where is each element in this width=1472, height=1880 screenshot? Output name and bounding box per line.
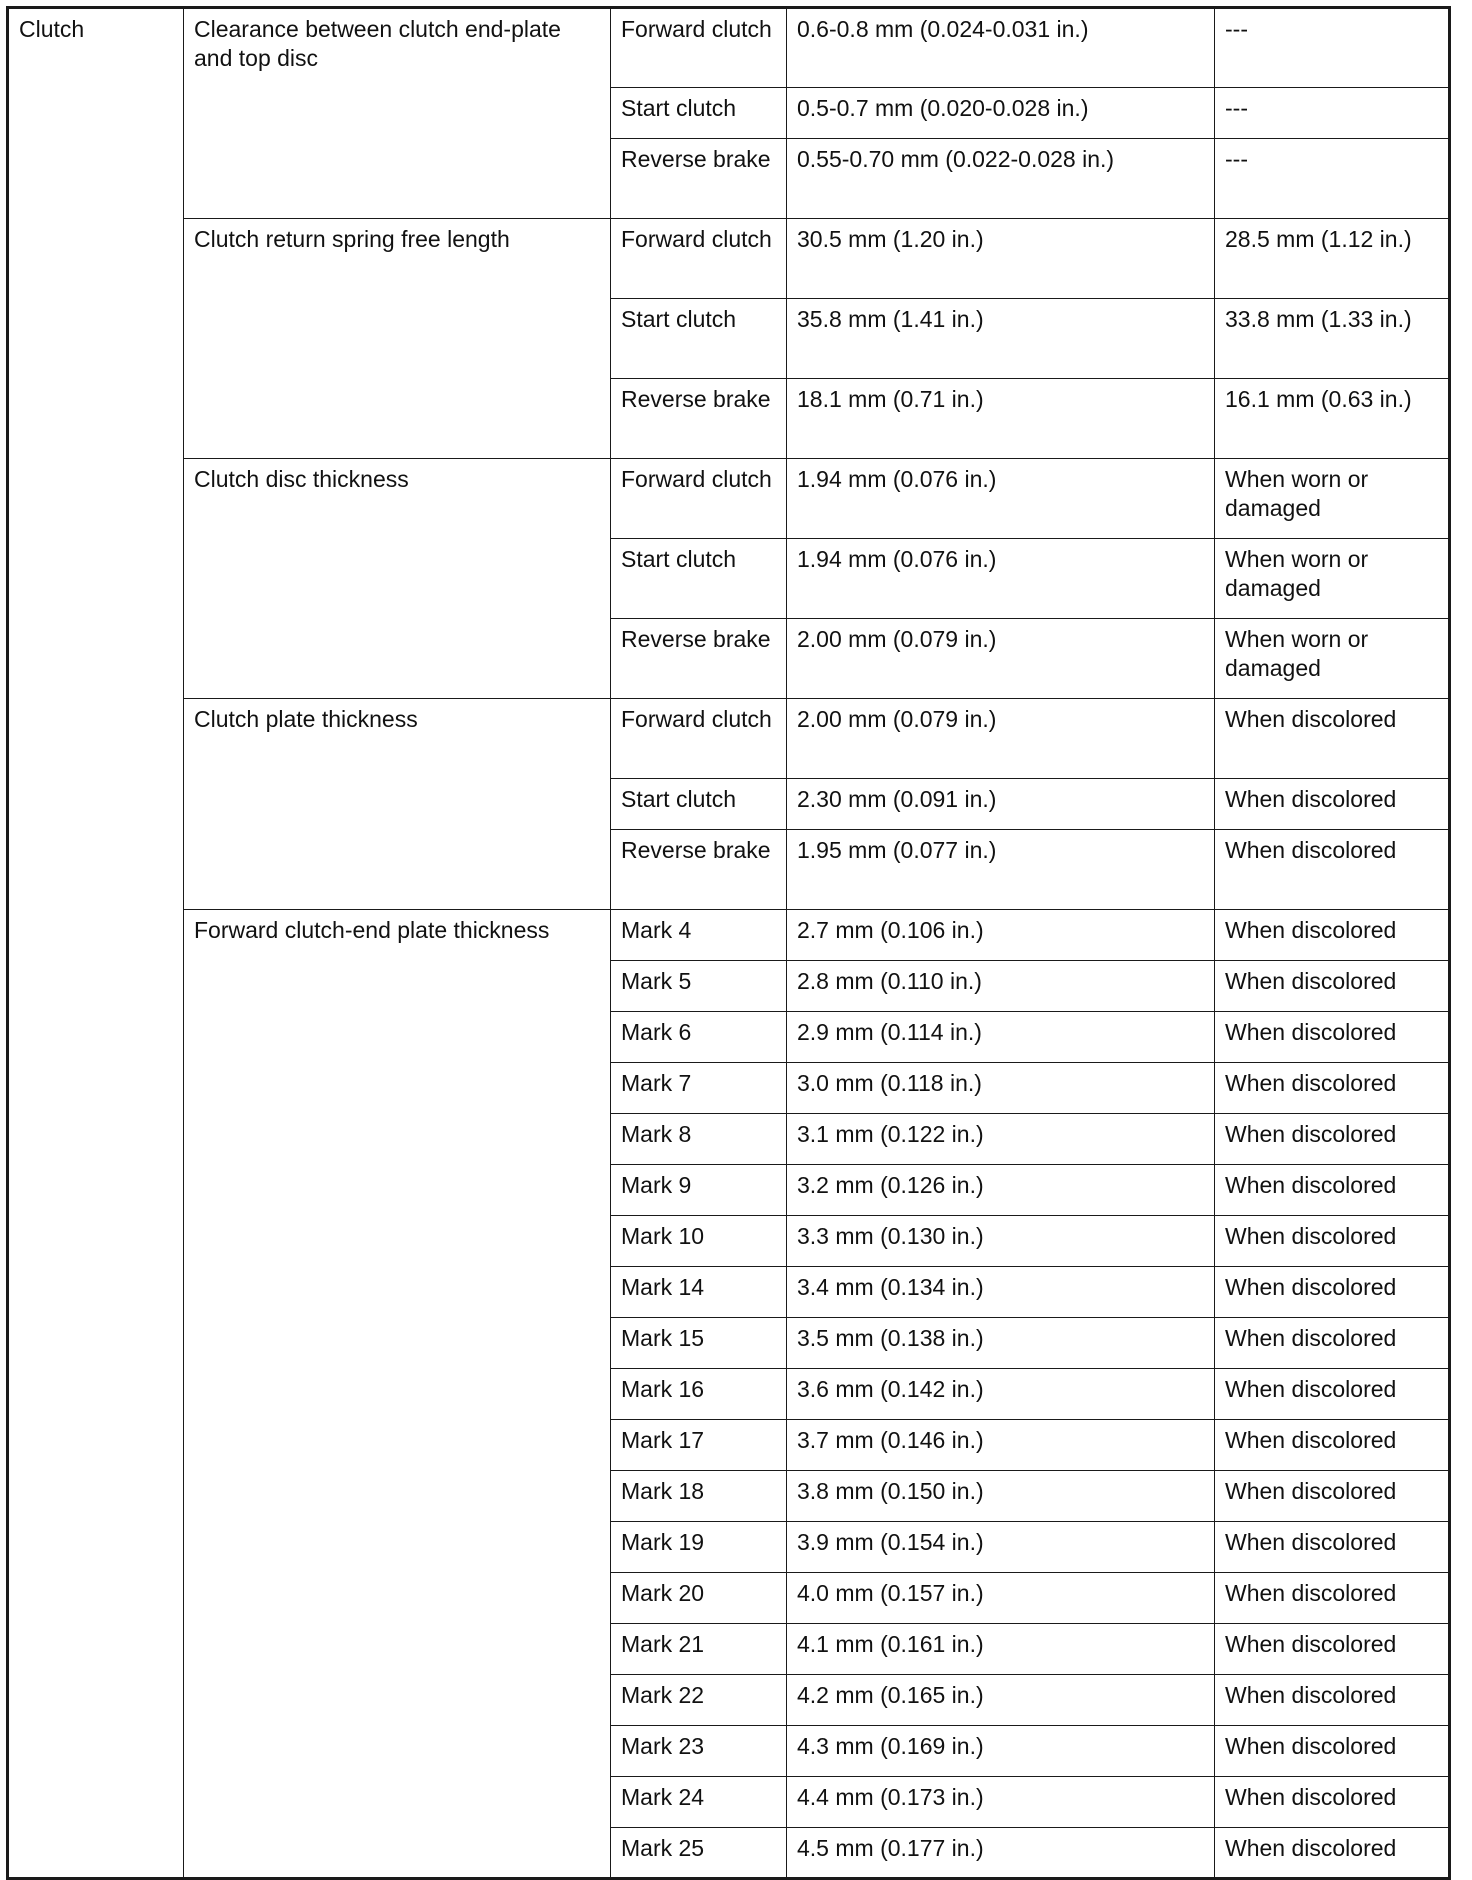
service-limit: When discolored <box>1215 1165 1450 1216</box>
part-cell: Mark 25 <box>611 1828 787 1879</box>
service-limit: When discolored <box>1215 779 1450 830</box>
part-cell: Mark 7 <box>611 1063 787 1114</box>
standard-value: 1.94 mm (0.076 in.) <box>787 459 1215 539</box>
part-cell: Mark 15 <box>611 1318 787 1369</box>
part-cell: Mark 8 <box>611 1114 787 1165</box>
standard-value: 0.55-0.70 mm (0.022-0.028 in.) <box>787 139 1215 219</box>
standard-value: 3.6 mm (0.142 in.) <box>787 1369 1215 1420</box>
part-cell: Forward clutch <box>611 459 787 539</box>
service-limit: --- <box>1215 8 1450 88</box>
part-cell: Mark 6 <box>611 1012 787 1063</box>
service-limit: When discolored <box>1215 1114 1450 1165</box>
service-limit: When discolored <box>1215 1063 1450 1114</box>
service-limit: When discolored <box>1215 1777 1450 1828</box>
part-cell: Reverse brake <box>611 139 787 219</box>
standard-value: 18.1 mm (0.71 in.) <box>787 379 1215 459</box>
service-limit: When discolored <box>1215 1216 1450 1267</box>
standard-value: 0.5-0.7 mm (0.020-0.028 in.) <box>787 88 1215 139</box>
part-cell: Reverse brake <box>611 379 787 459</box>
part-cell: Reverse brake <box>611 830 787 910</box>
spec-table-body <box>8 8 1450 1879</box>
standard-value: 0.6-0.8 mm (0.024-0.031 in.) <box>787 8 1215 88</box>
item-name: Clutch disc thickness <box>184 459 611 699</box>
part-cell: Mark 9 <box>611 1165 787 1216</box>
table-row <box>8 910 1450 961</box>
standard-value: 3.7 mm (0.146 in.) <box>787 1420 1215 1471</box>
service-limit: When discolored <box>1215 1318 1450 1369</box>
standard-value: 3.8 mm (0.150 in.) <box>787 1471 1215 1522</box>
standard-value: 2.00 mm (0.079 in.) <box>787 699 1215 779</box>
part-cell: Start clutch <box>611 299 787 379</box>
standard-value: 3.4 mm (0.134 in.) <box>787 1267 1215 1318</box>
service-limit: When discolored <box>1215 1573 1450 1624</box>
service-limit: When discolored <box>1215 910 1450 961</box>
standard-value: 3.1 mm (0.122 in.) <box>787 1114 1215 1165</box>
standard-value: 4.2 mm (0.165 in.) <box>787 1675 1215 1726</box>
part-cell: Start clutch <box>611 539 787 619</box>
table-row <box>8 219 1450 299</box>
clutch-spec-table <box>6 6 1451 1880</box>
part-cell: Mark 16 <box>611 1369 787 1420</box>
item-name: Clutch return spring free length <box>184 219 611 459</box>
standard-value: 3.3 mm (0.130 in.) <box>787 1216 1215 1267</box>
service-limit: When discolored <box>1215 1624 1450 1675</box>
service-limit: --- <box>1215 88 1450 139</box>
item-name: Forward clutch-end plate thickness <box>184 910 611 1879</box>
service-limit: --- <box>1215 139 1450 219</box>
table-row <box>8 459 1450 539</box>
part-cell: Mark 17 <box>611 1420 787 1471</box>
standard-value: 30.5 mm (1.20 in.) <box>787 219 1215 299</box>
standard-value: 3.5 mm (0.138 in.) <box>787 1318 1215 1369</box>
part-cell: Mark 20 <box>611 1573 787 1624</box>
part-cell: Start clutch <box>611 88 787 139</box>
service-limit: When worn or damaged <box>1215 459 1450 539</box>
part-cell: Mark 21 <box>611 1624 787 1675</box>
standard-value: 4.1 mm (0.161 in.) <box>787 1624 1215 1675</box>
service-limit: When discolored <box>1215 1267 1450 1318</box>
part-cell: Forward clutch <box>611 699 787 779</box>
part-cell: Start clutch <box>611 779 787 830</box>
part-cell: Mark 10 <box>611 1216 787 1267</box>
part-cell: Mark 14 <box>611 1267 787 1318</box>
service-limit: 28.5 mm (1.12 in.) <box>1215 219 1450 299</box>
service-limit: When discolored <box>1215 830 1450 910</box>
service-limit: 33.8 mm (1.33 in.) <box>1215 299 1450 379</box>
part-cell: Forward clutch <box>611 8 787 88</box>
part-cell: Mark 4 <box>611 910 787 961</box>
standard-value: 3.2 mm (0.126 in.) <box>787 1165 1215 1216</box>
part-cell: Reverse brake <box>611 619 787 699</box>
part-cell: Mark 19 <box>611 1522 787 1573</box>
standard-value: 4.0 mm (0.157 in.) <box>787 1573 1215 1624</box>
standard-value: 2.9 mm (0.114 in.) <box>787 1012 1215 1063</box>
service-limit: When discolored <box>1215 1675 1450 1726</box>
service-limit: When discolored <box>1215 1828 1450 1879</box>
part-cell: Forward clutch <box>611 219 787 299</box>
service-limit: When discolored <box>1215 699 1450 779</box>
standard-value: 1.95 mm (0.077 in.) <box>787 830 1215 910</box>
part-cell: Mark 22 <box>611 1675 787 1726</box>
table-row <box>8 8 1450 88</box>
standard-value: 4.3 mm (0.169 in.) <box>787 1726 1215 1777</box>
item-name: Clutch plate thickness <box>184 699 611 910</box>
standard-value: 3.0 mm (0.118 in.) <box>787 1063 1215 1114</box>
standard-value: 2.8 mm (0.110 in.) <box>787 961 1215 1012</box>
standard-value: 4.4 mm (0.173 in.) <box>787 1777 1215 1828</box>
standard-value: 2.30 mm (0.091 in.) <box>787 779 1215 830</box>
standard-value: 1.94 mm (0.076 in.) <box>787 539 1215 619</box>
service-limit: When discolored <box>1215 1471 1450 1522</box>
item-name: Clearance between clutch end-plate and top disc <box>184 8 611 219</box>
service-limit: When worn or damaged <box>1215 619 1450 699</box>
service-limit: When discolored <box>1215 1012 1450 1063</box>
table-row <box>8 699 1450 779</box>
part-cell: Mark 24 <box>611 1777 787 1828</box>
part-cell: Mark 18 <box>611 1471 787 1522</box>
standard-value: 4.5 mm (0.177 in.) <box>787 1828 1215 1879</box>
service-limit: When discolored <box>1215 1420 1450 1471</box>
service-limit: When discolored <box>1215 961 1450 1012</box>
service-limit: When discolored <box>1215 1522 1450 1573</box>
part-cell: Mark 5 <box>611 961 787 1012</box>
service-limit: When discolored <box>1215 1369 1450 1420</box>
standard-value: 35.8 mm (1.41 in.) <box>787 299 1215 379</box>
standard-value: 2.00 mm (0.079 in.) <box>787 619 1215 699</box>
standard-value: 3.9 mm (0.154 in.) <box>787 1522 1215 1573</box>
standard-value: 2.7 mm (0.106 in.) <box>787 910 1215 961</box>
part-cell: Mark 23 <box>611 1726 787 1777</box>
service-limit: 16.1 mm (0.63 in.) <box>1215 379 1450 459</box>
service-limit: When worn or damaged <box>1215 539 1450 619</box>
section-label: Clutch <box>8 8 184 1879</box>
service-limit: When discolored <box>1215 1726 1450 1777</box>
